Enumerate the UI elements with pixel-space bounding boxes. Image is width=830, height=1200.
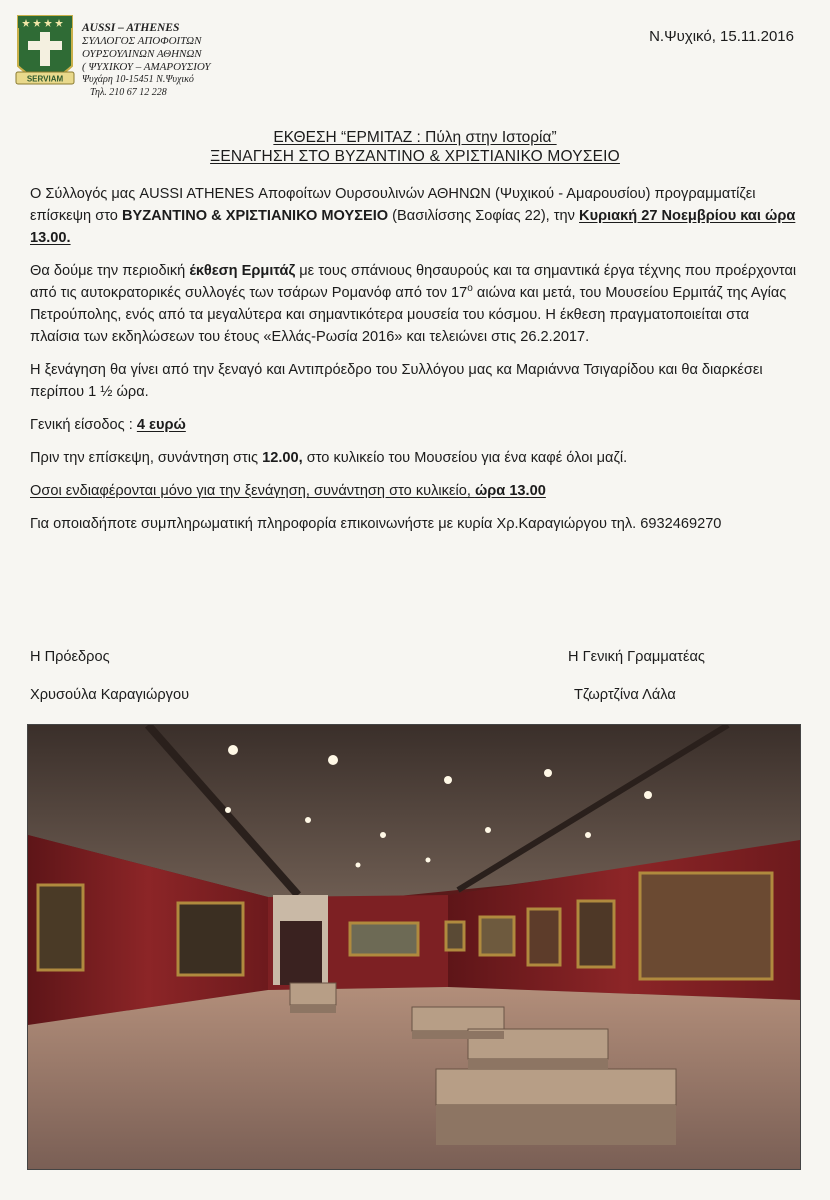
org-line: ΟΥΡΣΟΥΛΙΝΩΝ ΑΘΗΝΩΝ <box>82 48 202 60</box>
text-run: Θα δούμε την περιοδική <box>30 263 190 279</box>
paragraph-admission <box>30 414 800 436</box>
org-phone: Τηλ. 210 67 12 228 <box>90 87 167 98</box>
museum-name: ΒΥΖΑΝΤΙΝΟ & ΧΡΙΣΤΙΑΝΙΚΟ ΜΟΥΣΕΙΟ <box>121 208 389 224</box>
text-run: Οσοι ενδιαφέρονται μόνο για την ξενάγηση, συνάντηση στο κυλικείο, <box>30 483 475 499</box>
paragraph-invitation <box>30 183 800 249</box>
tour-time: ώρα 13.00 <box>474 483 546 499</box>
paragraph-exhibition <box>30 260 800 348</box>
paragraph-meeting <box>30 447 800 469</box>
meeting-time: 12.00, <box>262 450 303 466</box>
org-name: AUSSI – ATHENES <box>82 22 180 34</box>
letter-body <box>30 183 800 546</box>
secretary-role: Η Γενική Γραμματέας <box>568 649 705 665</box>
logo-motto: SERVIAM <box>26 74 64 84</box>
letter-date: Ν.Ψυχικό, 15.11.2016 <box>649 28 794 45</box>
association-logo <box>14 14 76 92</box>
letterhead-organization <box>82 22 257 99</box>
paragraph-tour-only <box>30 480 800 502</box>
president-name: Χρυσούλα Καραγιώργου <box>30 687 190 703</box>
document-title <box>0 128 830 166</box>
text-run: Ο Σύλλογός μας AUSSI ATHENES Αποφοίτων Ουρσουλινών ΑΘΗΝΩΝ (Ψυχικού - Αμαρουσίου) προγραμματίζει επίσκεψη στο <box>30 186 756 224</box>
visit-date: Κυριακή 27 Νοεμβρίου και ώρα 13.00. <box>30 208 796 246</box>
title-line-2: ΞΕΝΑΓΗΣΗ ΣΤΟ ΒΥΖΑΝΤΙΝΟ & ΧΡΙΣΤΙΑΝΙΚΟ ΜΟΥΣΕΙΟ <box>210 148 620 165</box>
paragraph-contact: Για οποιαδήποτε συμπληρωματική πληροφορία επικοινωνήστε με κυρία Χρ.Καραγιώργου τηλ. 6932469270 <box>30 516 722 532</box>
text-run: αιώνα και μετά, του Μουσείου Ερμιτάζ της Αγίας Πετρούπολης, ενός από τα μεγαλύτερα και σημαντικότερα μουσεία του κόσμου. Η έκθεση πραγματοποιείται στα πλαίσια των εκδηλώσεων του έτους «Ελλάς-Ρωσία 2016» και τελειώνει στις 26.2.2017. <box>30 285 787 345</box>
text-run: Γενική είσοδος : <box>30 417 137 433</box>
admission-price: 4 ευρώ <box>136 417 186 433</box>
text-run: με τους σπάνιους θησαυρούς και τα σημαντικά έργα τέχνης που προέρχονται από τις αυτοκρατορικές συλλογές των τσάρων Ρομανόφ από τον 17 <box>30 263 797 301</box>
org-line: ( ΨΥΧΙΚΟΥ – ΑΜΑΡΟΥΣΙΟΥ <box>82 61 211 73</box>
org-line: ΣΥΛΛΟΓΟΣ ΑΠΟΦΟΙΤΩΝ <box>82 35 202 47</box>
text-run: (Βασιλίσσης Σοφίας 22), την <box>388 208 580 224</box>
text-run: στο κυλικείο του Μουσείου για ένα καφέ όλοι μαζί. <box>302 450 628 466</box>
gallery-photo <box>27 724 801 1170</box>
exhibition-name: έκθεση Ερμιτάζ <box>189 263 296 279</box>
paragraph-guide: Η ξενάγηση θα γίνει από την ξεναγό και Αντιπρόεδρο του Συλλόγου μας κα Μαριάννα Τσιγαρίδου και θα διαρκέσει περίπου 1 ½ ώρα. <box>30 362 763 400</box>
text-run: Πριν την επίσκεψη, συνάντηση στις <box>30 450 263 466</box>
president-role: Η Πρόεδρος <box>30 649 110 665</box>
org-address: Ψυχάρη 10-15451 Ν.Ψυχικό <box>82 74 194 85</box>
title-line-1: ΕΚΘΕΣΗ “ΕΡΜΙΤΑΖ : Πύλη στην Ιστορία” <box>273 129 557 146</box>
superscript: ο <box>467 283 473 295</box>
secretary-name: Τζωρτζίνα Λάλα <box>574 687 676 703</box>
